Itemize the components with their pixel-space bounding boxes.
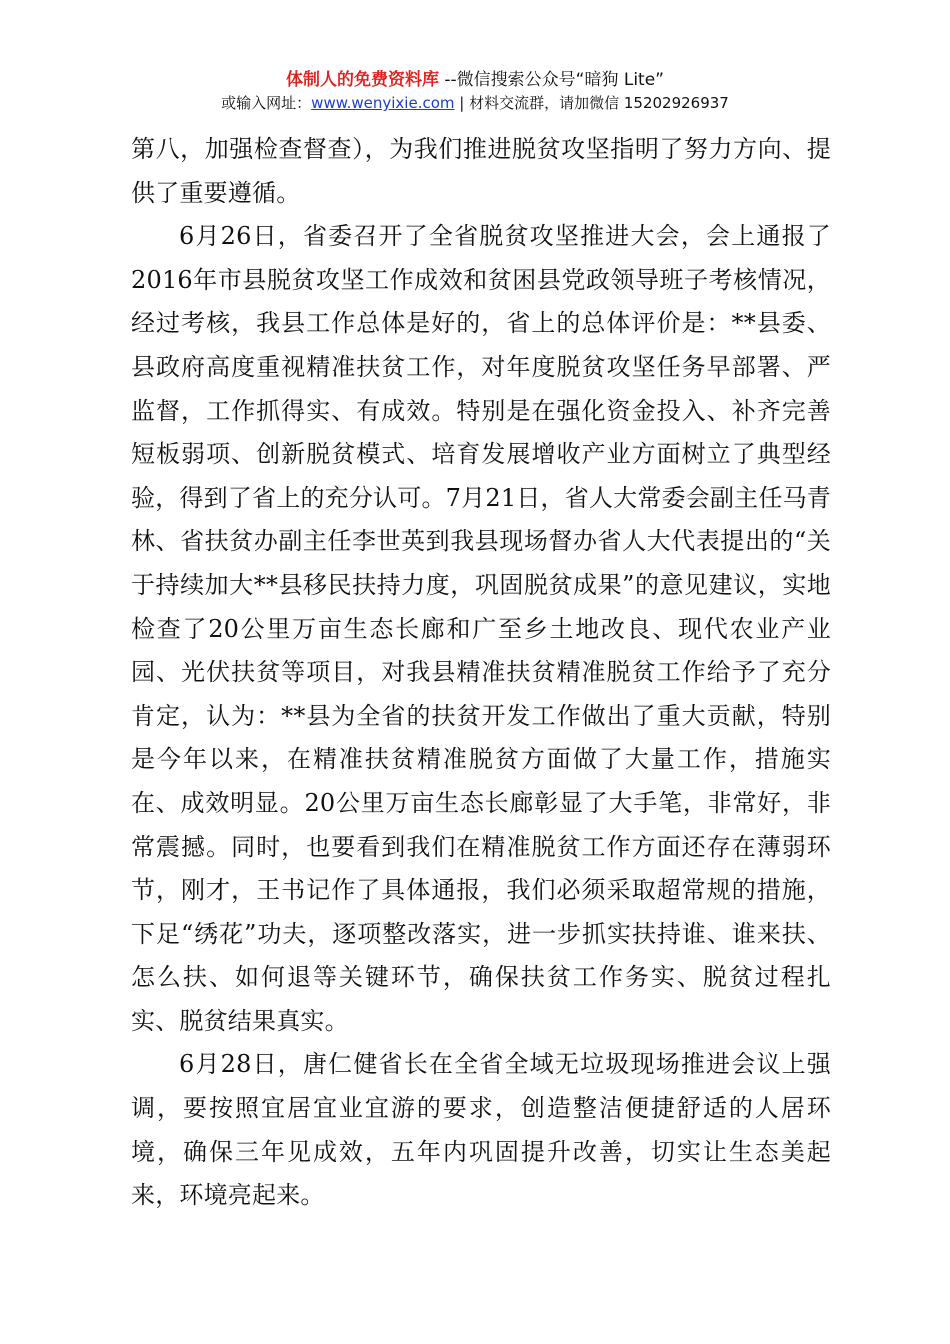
header-url-link[interactable]: www.wenyixie.com [311, 94, 455, 112]
document-body [131, 128, 831, 1218]
header-line-2 [0, 92, 950, 114]
paragraph-2: 6月26日，省委召开了全省脱贫攻坚推进大会，会上通报了2016年市县脱贫攻坚工作成效和贫困县党政领导班子考核情况，经过考核，我县工作总体是好的，省上的总体评价是：**县委、县政府高度重视精准扶贫工作，对年度脱贫攻坚任务早部署、严监督，工作抓得实、有成效。特别是在强化资金投入、补齐完善短板弱项、创新脱贫模式、培育发展增收产业方面树立了典型经验，得到了省上的充分认可。7月21日，省人大常委会副主任马青林、省扶贫办副主任李世英到我县现场督办省人大代表提出的“关于持续加大**县移民扶持力度，巩固脱贫成果”的意见建议，实地检查了20公里万亩生态长廊和广至乡土地改良、现代农业产业园、光伏扶贫等项目，对我县精准扶贫精准脱贫工作给予了充分肯定，认为：**县为全省的扶贫开发工作做出了重大贡献，特别是今年以来，在精准扶贫精准脱贫方面做了大量工作，措施实在、成效明显。20公里万亩生态长廊彰显了大手笔，非常好，非常震撼。同时，也要看到我们在精准脱贫工作方面还存在薄弱环节，刚才，王书记作了具体通报，我们必须采取超常规的措施，下足“绣花”功夫，逐项整改落实，进一步抓实扶持谁、谁来扶、怎么扶、如何退等关键环节，确保扶贫工作务实、脱贫过程扎实、脱贫结果真实。 [131, 222, 831, 1035]
paragraph-3: 6月28日，唐仁健省长在全省全域无垃圾现场推进会议上强调，要按照宜居宜业宜游的要求，创造整洁便捷舒适的人居环境，确保三年见成效，五年内巩固提升改善，切实让生态美起来，环境亮起来。 [131, 1050, 831, 1210]
header-tagline: --微信搜索公众号“暗狗 Lite” [438, 70, 664, 90]
paragraph-1: 第八，加强检查督查），为我们推进脱贫攻坚指明了努力方向、提供了重要遵循。 [131, 135, 831, 207]
header-contact: | 材料交流群，请加微信 15202926937 [454, 94, 729, 112]
header-url-prefix: 或输入网址： [221, 94, 312, 112]
header-line-1 [0, 68, 950, 92]
header-brand: 体制人的免费资料库 [285, 70, 439, 90]
page-header [0, 68, 950, 114]
